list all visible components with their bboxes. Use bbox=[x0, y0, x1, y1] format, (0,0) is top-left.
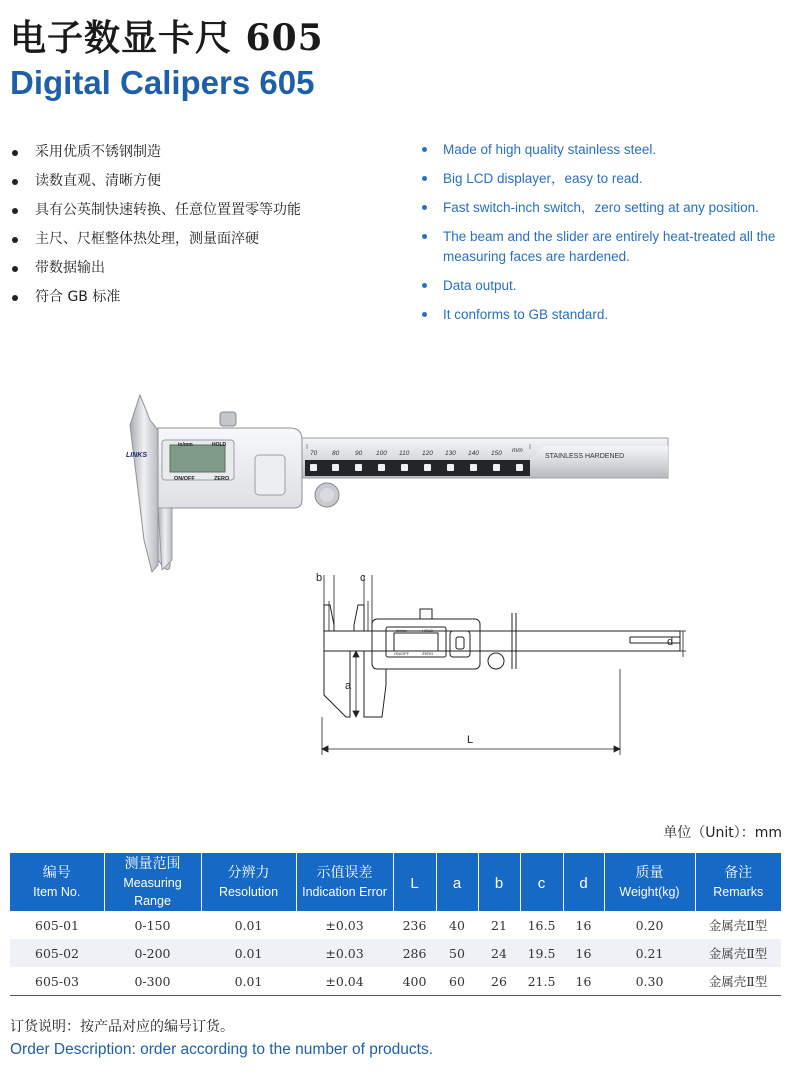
header-a: a bbox=[436, 853, 478, 911]
lcd-label-inmm: in/mm bbox=[178, 442, 193, 448]
header-weight: 质量 Weight(kg) bbox=[604, 853, 695, 911]
feature-en-item: Data output. bbox=[420, 276, 786, 305]
header-measuring-range: 测量范围 Measuring Range bbox=[104, 853, 201, 911]
table-cell: ±0.03 bbox=[325, 917, 364, 933]
table-cell: 19.5 bbox=[520, 939, 563, 967]
feature-cn-item: 带数据输出 bbox=[10, 256, 301, 285]
table-cell: 605-01 bbox=[35, 917, 79, 933]
header-indication-error: 示值误差 Indication Error bbox=[296, 853, 393, 911]
table-cell: 605-02 bbox=[10, 939, 104, 967]
feature-cn-item: 符合 GB 标准 bbox=[10, 285, 301, 314]
table-cell: 24 bbox=[478, 939, 520, 967]
title-english: Digital Calipers 605 bbox=[10, 64, 315, 101]
scale-number: 150 bbox=[491, 450, 502, 457]
feature-en-item: Big LCD displayer，easy to read. bbox=[420, 169, 786, 198]
table-cell: 0.21 bbox=[604, 939, 695, 967]
header-remarks: 备注 Remarks bbox=[695, 853, 781, 911]
table-cell: 26 bbox=[478, 967, 520, 996]
table-cell: 金属壳Ⅱ型 bbox=[695, 939, 781, 967]
header-c: c bbox=[520, 853, 563, 911]
table-cell: 236 bbox=[402, 917, 427, 933]
caliper-photo bbox=[110, 390, 672, 575]
features-list-chinese bbox=[10, 140, 301, 314]
drawing-lcd-hold: HOLD bbox=[422, 628, 434, 633]
scale-number: 140 bbox=[468, 450, 479, 457]
header-resolution: 分辨力 Resolution bbox=[201, 853, 296, 911]
table-cell: 0-200 bbox=[104, 939, 201, 967]
feature-cn-item: 主尺、尺框整体热处理，测量面淬硬 bbox=[10, 227, 301, 256]
table-cell: ±0.03 bbox=[296, 939, 393, 967]
table-row bbox=[10, 967, 781, 996]
table-cell: 605-03 bbox=[10, 967, 104, 996]
dimension-label-b: b bbox=[316, 572, 323, 584]
scale-number: 80 bbox=[332, 450, 340, 457]
lcd-label-onoff: ON/OFF bbox=[174, 476, 195, 482]
table-cell: 400 bbox=[393, 967, 436, 996]
spec-table bbox=[10, 853, 781, 996]
dimension-label-d: d bbox=[667, 636, 674, 648]
table-cell: 40 bbox=[449, 917, 465, 933]
table-cell: 16 bbox=[563, 939, 604, 967]
unit-note: 单位（Unit）：mm bbox=[663, 825, 782, 841]
drawing-lcd-onoff: ON/OFF bbox=[394, 651, 410, 656]
table-cell: 50 bbox=[436, 939, 478, 967]
title-chinese: 电子数显卡尺 605 bbox=[10, 17, 324, 59]
dimension-drawing bbox=[300, 565, 690, 760]
table-cell: 0-300 bbox=[104, 967, 201, 996]
table-cell: 0.01 bbox=[201, 967, 296, 996]
brand-logo: LINKS bbox=[126, 452, 147, 459]
feature-en-item: Made of high quality stainless steel. bbox=[420, 140, 786, 169]
table-row bbox=[10, 939, 781, 967]
order-note-english: Order Description: order according to the number of products. bbox=[10, 1041, 434, 1058]
scale-number: 90 bbox=[355, 450, 363, 457]
header-b: b bbox=[478, 853, 520, 911]
table-row bbox=[10, 911, 781, 939]
scale-number: 70 bbox=[310, 450, 318, 457]
table-cell: 60 bbox=[436, 967, 478, 996]
order-note-chinese: 订货说明：按产品对应的编号订货。 bbox=[10, 1019, 234, 1035]
drawing-lcd-inmm: in/mm bbox=[396, 628, 407, 633]
feature-cn-item: 具有公英制快速转换、任意位置置零等功能 bbox=[10, 198, 301, 227]
table-cell: ±0.04 bbox=[296, 967, 393, 996]
header-d: d bbox=[563, 853, 604, 911]
scale-number: 120 bbox=[422, 450, 433, 457]
lcd-label-zero: ZERO bbox=[214, 476, 230, 482]
scale-number: 130 bbox=[445, 450, 456, 457]
header-L: L bbox=[393, 853, 436, 911]
table-cell: 0.01 bbox=[201, 939, 296, 967]
feature-cn-item: 读数直观、清晰方便 bbox=[10, 169, 301, 198]
feature-en-item: It conforms to GB standard. bbox=[420, 305, 786, 334]
scale-number: 100 bbox=[376, 450, 387, 457]
scale-unit: mm bbox=[512, 447, 523, 454]
feature-en-item: Fast switch-inch switch，zero setting at any position. bbox=[420, 198, 786, 227]
drawing-lcd-zero: ZERO bbox=[422, 651, 434, 656]
table-cell: 21 bbox=[491, 917, 507, 933]
table-cell: 0-150 bbox=[134, 917, 171, 933]
dimension-label-L: L bbox=[467, 734, 474, 746]
lcd-label-hold: HOLD bbox=[212, 442, 227, 448]
beam-text: STAINLESS HARDENED bbox=[545, 453, 625, 460]
table-cell: 金属壳Ⅱ型 bbox=[708, 918, 768, 933]
dimension-label-c: c bbox=[360, 572, 366, 584]
table-cell: 0.30 bbox=[604, 967, 695, 996]
table-cell: 0.01 bbox=[234, 917, 263, 933]
table-cell: 16 bbox=[563, 967, 604, 996]
feature-cn-item: 采用优质不锈钢制造 bbox=[10, 140, 301, 169]
table-cell: 16.5 bbox=[527, 917, 556, 933]
table-header-row bbox=[10, 853, 781, 911]
feature-en-item: The beam and the slider are entirely heat-treated all the measuring faces are hardened. bbox=[420, 227, 786, 276]
scale-number: 110 bbox=[399, 450, 410, 457]
table-cell: 16 bbox=[575, 917, 592, 933]
header-item-no: 编号 Item No. bbox=[10, 853, 104, 911]
table-cell: 0.20 bbox=[635, 917, 664, 933]
table-cell: 21.5 bbox=[520, 967, 563, 996]
table-cell: 金属壳Ⅱ型 bbox=[695, 967, 781, 996]
dimension-label-a: a bbox=[345, 680, 352, 692]
table-cell: 286 bbox=[393, 939, 436, 967]
features-list-english bbox=[420, 140, 786, 334]
